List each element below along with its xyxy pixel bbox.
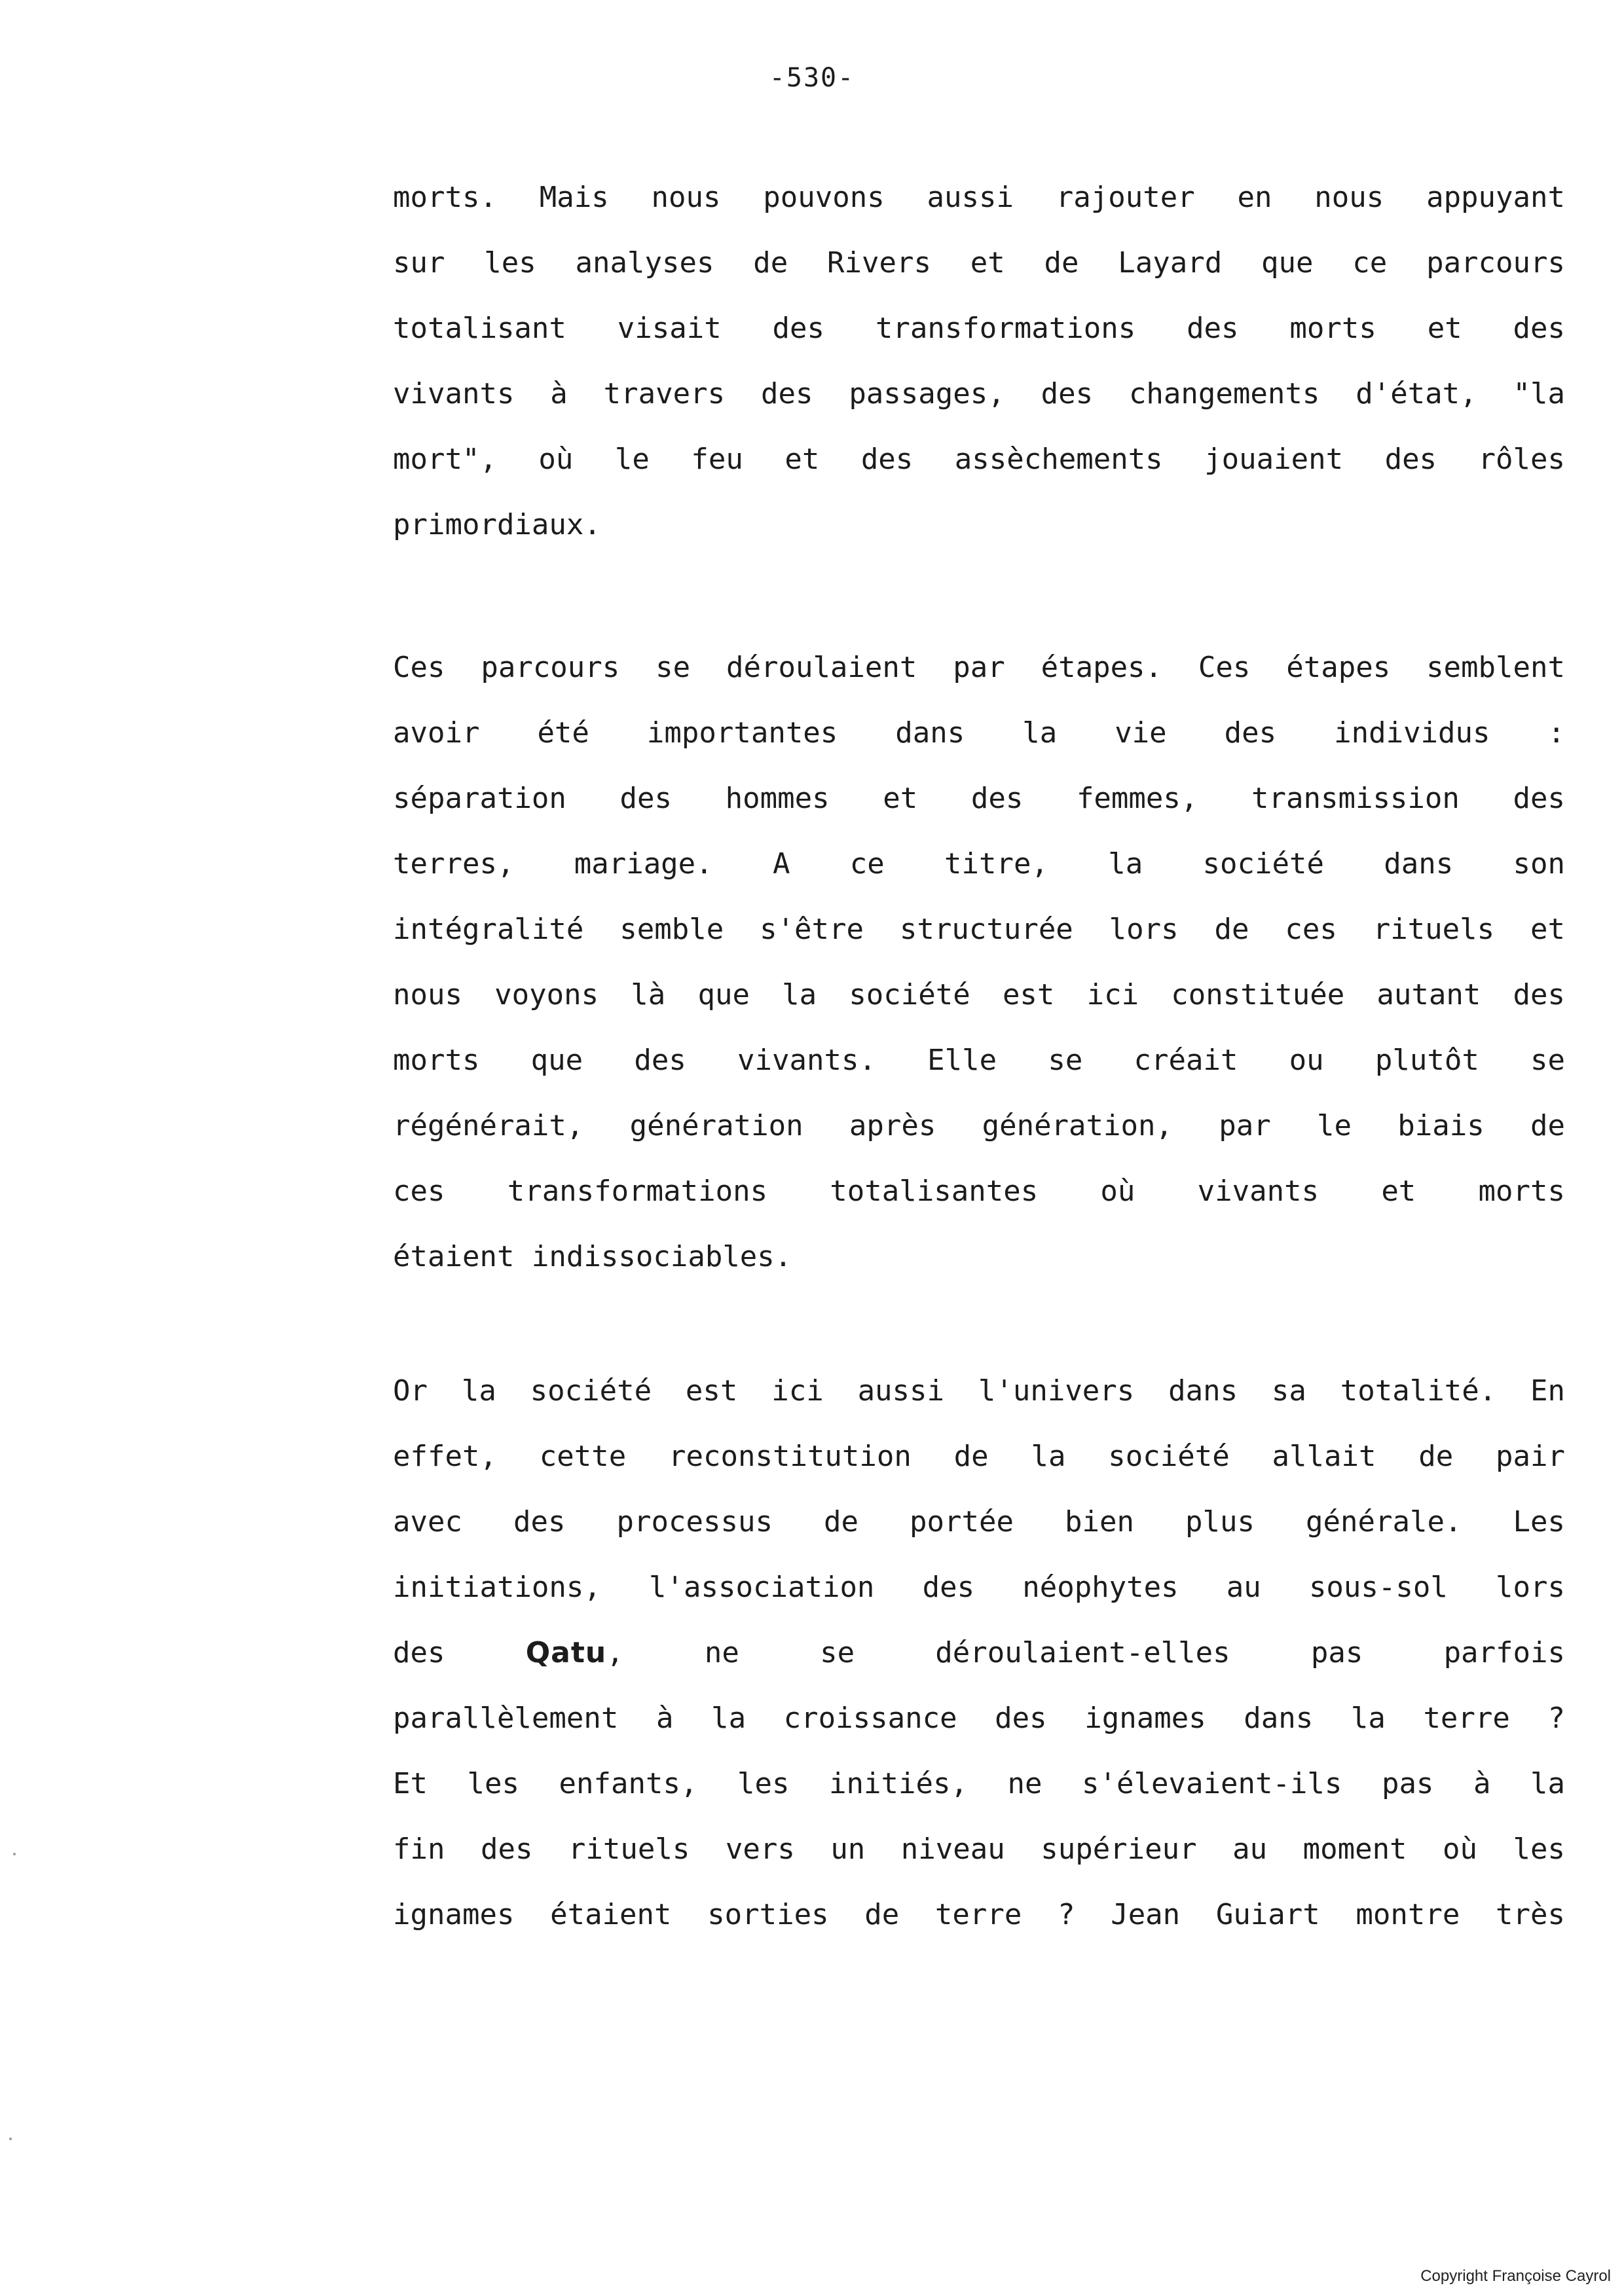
bold-term-qatu: Qatu (525, 1636, 607, 1669)
text-run: , ne se déroulaient-elles pas parfois (606, 1636, 1565, 1669)
text-line: étaient indissociables. (393, 1240, 792, 1273)
text-line: initiations, l'association des néophytes au sous-sol lors (393, 1571, 1565, 1604)
paragraph-3 (393, 1358, 1565, 1948)
text-line: mort", où le feu et des assèchements jouaient des rôles (393, 443, 1565, 476)
scan-speck (13, 1853, 16, 1855)
copyright-notice: Copyright Françoise Cayrol (1420, 2267, 1611, 2285)
text-line: terres, mariage. A ce titre, la société dans son (393, 847, 1565, 881)
page-number: -530- (769, 63, 855, 93)
text-line: Or la société est ici aussi l'univers dans sa totalité. En (393, 1374, 1565, 1408)
text-line: séparation des hommes et des femmes, transmission des (393, 782, 1565, 815)
scan-speck (9, 2138, 12, 2140)
text-line: ces transformations totalisantes où vivants et morts (393, 1175, 1565, 1208)
text-line: totalisant visait des transformations des morts et des (393, 312, 1565, 345)
text-line: nous voyons là que la société est ici constituée autant des (393, 978, 1565, 1011)
text-line: morts. Mais nous pouvons aussi rajouter en nous appuyant (393, 181, 1565, 214)
text-line: effet, cette reconstitution de la société allait de pair (393, 1440, 1565, 1473)
paragraph-1 (393, 165, 1565, 558)
text-line: vivants à travers des passages, des changements d'état, "la (393, 377, 1565, 410)
text-line: parallèlement à la croissance des ignames dans la terre ? (393, 1702, 1565, 1735)
text-line: primordiaux. (393, 508, 601, 541)
text-line: fin des rituels vers un niveau supérieur au moment où les (393, 1832, 1565, 1866)
text-line: sur les analyses de Rivers et de Layard que ce parcours (393, 246, 1565, 280)
text-line: avec des processus de portée bien plus générale. Les (393, 1505, 1565, 1539)
text-line (393, 1620, 1565, 1686)
text-line: Ces parcours se déroulaient par étapes. Ces étapes semblent (393, 651, 1565, 684)
text-line: Et les enfants, les initiés, ne s'élevaient-ils pas à la (393, 1767, 1565, 1800)
text-line: régénérait, génération après génération, par le biais de (393, 1109, 1565, 1142)
text-line: intégralité semble s'être structurée lors de ces rituels et (393, 913, 1565, 946)
text-line: ignames étaient sorties de terre ? Jean Guiart montre très (393, 1898, 1565, 1931)
paragraph-2 (393, 635, 1565, 1290)
text-line: avoir été importantes dans la vie des individus : (393, 716, 1565, 750)
text-line: morts que des vivants. Elle se créait ou plutôt se (393, 1044, 1565, 1077)
text-run: des (393, 1636, 445, 1669)
